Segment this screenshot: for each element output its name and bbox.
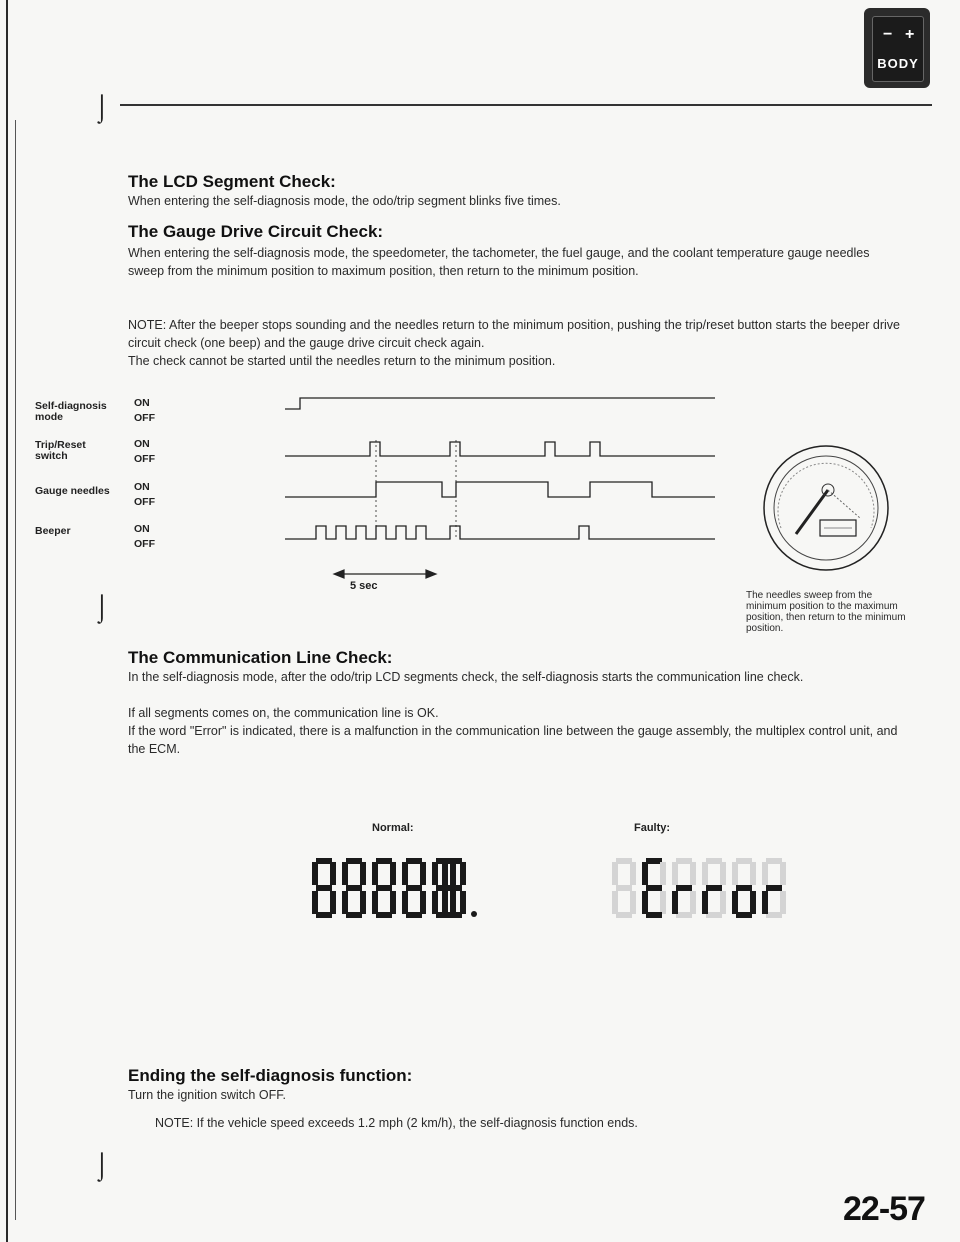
lcd-segment	[446, 885, 462, 891]
lcd-segment	[780, 891, 786, 914]
lcd-segment	[360, 862, 366, 885]
body-label: BODY	[877, 56, 919, 71]
battery-minus: −	[883, 26, 893, 43]
lcd-segment	[676, 912, 692, 918]
header-rule	[120, 104, 932, 106]
lcd-segment	[766, 912, 782, 918]
lcd-segment	[750, 862, 756, 885]
lcd-segment	[676, 858, 692, 864]
lcd-segment	[436, 858, 452, 864]
battery-icon	[872, 16, 924, 82]
lcd-segment	[736, 885, 752, 891]
binder-line	[6, 0, 8, 1242]
off-label: OFF	[134, 538, 155, 550]
ending-text: Turn the ignition switch OFF.	[128, 1088, 286, 1102]
on-label: ON	[134, 397, 150, 409]
on-label: ON	[134, 523, 150, 535]
lcd-segment	[630, 862, 636, 885]
lcd-segment	[702, 862, 708, 885]
lcd-segment	[736, 858, 752, 864]
lcd-segment	[660, 891, 666, 914]
lcd-segment	[460, 862, 466, 885]
interval-label: 5 sec	[350, 580, 378, 592]
lcd-segment	[402, 862, 408, 885]
lcd-segment	[630, 891, 636, 914]
lcd-segment	[316, 912, 332, 918]
lcd-segment	[616, 858, 632, 864]
lcd-segment	[646, 858, 662, 864]
lcd-segment	[762, 862, 768, 885]
ending-title: Ending the self-diagnosis function:	[128, 1066, 413, 1085]
lcd-segment	[432, 891, 438, 914]
gauge-needle-sweep-icon	[756, 438, 896, 578]
comm-check-ok: If all segments comes on, the communication line is OK.	[128, 706, 439, 720]
signal-label-trip-reset: Trip/Reset switch	[35, 439, 86, 462]
normal-label: Normal:	[372, 822, 414, 834]
lcd-segment	[750, 891, 756, 914]
lcd-segment	[460, 891, 466, 914]
ending-note: NOTE: If the vehicle speed exceeds 1.2 mph (2 km/h), the self-diagnosis function ends.	[155, 1116, 638, 1130]
gauge-check-text: When entering the self-diagnosis mode, the speedometer, the tachometer, the fuel gauge, and the coolant temperature gauge needles sweep from the minimum position to maximum position, then return to the minimum position.	[128, 246, 870, 278]
lcd-segment	[676, 885, 692, 891]
signal-label-beeper: Beeper	[35, 525, 71, 537]
lcd-segment	[420, 862, 426, 885]
binder-line-inner	[15, 120, 16, 1220]
lcd-segment	[342, 891, 348, 914]
lcd-segment	[646, 912, 662, 918]
lcd-segment	[732, 891, 738, 914]
lcd-segment	[446, 858, 462, 864]
comm-check-text: In the self-diagnosis mode, after the odo/trip LCD segments check, the self-diagnosis starts the communication line check.	[128, 670, 804, 684]
waveform-trip-reset	[285, 442, 715, 456]
lcd-segment	[316, 858, 332, 864]
lcd-segment	[780, 862, 786, 885]
off-label: OFF	[134, 496, 155, 508]
body-section-icon	[864, 8, 930, 88]
lcd-segment	[376, 912, 392, 918]
waveform-beeper	[285, 526, 715, 539]
lcd-segment	[706, 858, 722, 864]
binder-mark-icon: ⌡	[94, 92, 110, 122]
lcd-segment	[360, 891, 366, 914]
lcd-segment	[762, 891, 768, 914]
page-number: 22-57	[843, 1190, 925, 1228]
lcd-check-text: When entering the self-diagnosis mode, the odo/trip segment blinks five times.	[128, 194, 561, 208]
lcd-segment	[442, 891, 448, 914]
on-off-legend	[134, 480, 155, 510]
lcd-segment	[316, 885, 332, 891]
on-off-legend	[134, 437, 155, 467]
binder-edge	[0, 0, 28, 1242]
lcd-segment	[346, 885, 362, 891]
comm-check-title: The Communication Line Check:	[128, 648, 393, 667]
lcd-segment	[420, 891, 426, 914]
lcd-segment	[406, 912, 422, 918]
lcd-segment	[642, 862, 648, 885]
lcd-segment	[446, 912, 462, 918]
lcd-segment	[330, 862, 336, 885]
signal-label-self-diagnosis: Self-diagnosis mode	[35, 400, 107, 423]
comm-check-error: If the word "Error" is indicated, there is a malfunction in the communication line between the gauge assembly, the multiplex control unit, and the ECM.	[128, 724, 898, 756]
lcd-segment	[706, 885, 722, 891]
lcd-segment	[432, 862, 438, 885]
gauge-check-note2: The check cannot be started until the needles return to the minimum position.	[128, 354, 556, 368]
lcd-segment	[736, 912, 752, 918]
lcd-segment	[312, 891, 318, 914]
lcd-segment	[672, 862, 678, 885]
lcd-segment	[450, 891, 456, 914]
gauge-caption: The needles sweep from the minimum position to the maximum position, then return to the minimum position.	[746, 590, 906, 634]
faulty-label: Faulty:	[634, 822, 671, 834]
lcd-segment	[612, 862, 618, 885]
lcd-segment	[376, 858, 392, 864]
lcd-segment	[402, 891, 408, 914]
lcd-segment	[346, 912, 362, 918]
lcd-segment	[442, 862, 448, 885]
off-label: OFF	[134, 412, 155, 424]
lcd-segment	[390, 891, 396, 914]
lcd-segment	[342, 862, 348, 885]
lcd-segment	[450, 862, 456, 885]
lcd-segment	[732, 862, 738, 885]
on-label: ON	[134, 481, 150, 493]
lcd-segment	[690, 891, 696, 914]
lcd-segment	[376, 885, 392, 891]
waveform-self-diagnosis	[285, 398, 715, 409]
lcd-segment	[616, 885, 632, 891]
lcd-segment	[616, 912, 632, 918]
lcd-segment	[436, 912, 452, 918]
gauge-check-note: NOTE: After the beeper stops sounding and the needles return to the minimum position, pushing the trip/reset button starts the beeper drive circuit check (one beep) and the gauge drive circuit check again.	[128, 318, 900, 350]
lcd-segment	[390, 862, 396, 885]
on-off-legend	[134, 396, 155, 426]
lcd-segment	[406, 885, 422, 891]
lcd-segment	[766, 885, 782, 891]
lcd-segment	[312, 862, 318, 885]
normal-lcd-display	[312, 858, 477, 918]
on-label: ON	[134, 438, 150, 450]
on-off-legend	[134, 522, 155, 552]
off-label: OFF	[134, 453, 155, 465]
binder-mark-icon: ⌡	[94, 1150, 110, 1180]
gauge-check-title: The Gauge Drive Circuit Check:	[128, 222, 384, 241]
lcd-segment	[646, 885, 662, 891]
lcd-segment	[690, 862, 696, 885]
lcd-segment	[672, 891, 678, 914]
lcd-segment	[372, 862, 378, 885]
lcd-segment	[436, 885, 452, 891]
lcd-segment	[642, 891, 648, 914]
lcd-segment	[612, 891, 618, 914]
battery-plus: +	[905, 26, 915, 43]
lcd-decimal-point	[471, 911, 477, 917]
lcd-segment	[766, 858, 782, 864]
lcd-segment	[660, 862, 666, 885]
lcd-segment	[720, 891, 726, 914]
signal-label-gauge-needles: Gauge needles	[35, 485, 110, 497]
waveform-gauge-needles	[285, 482, 715, 497]
lcd-segment	[406, 858, 422, 864]
lcd-check-title: The LCD Segment Check:	[128, 172, 336, 191]
binder-mark-icon: ⌡	[94, 592, 110, 622]
lcd-segment	[372, 891, 378, 914]
lcd-segment	[346, 858, 362, 864]
lcd-segment	[702, 891, 708, 914]
faulty-lcd-display	[612, 858, 786, 918]
lcd-segment	[330, 891, 336, 914]
lcd-segment	[706, 912, 722, 918]
lcd-segment	[720, 862, 726, 885]
